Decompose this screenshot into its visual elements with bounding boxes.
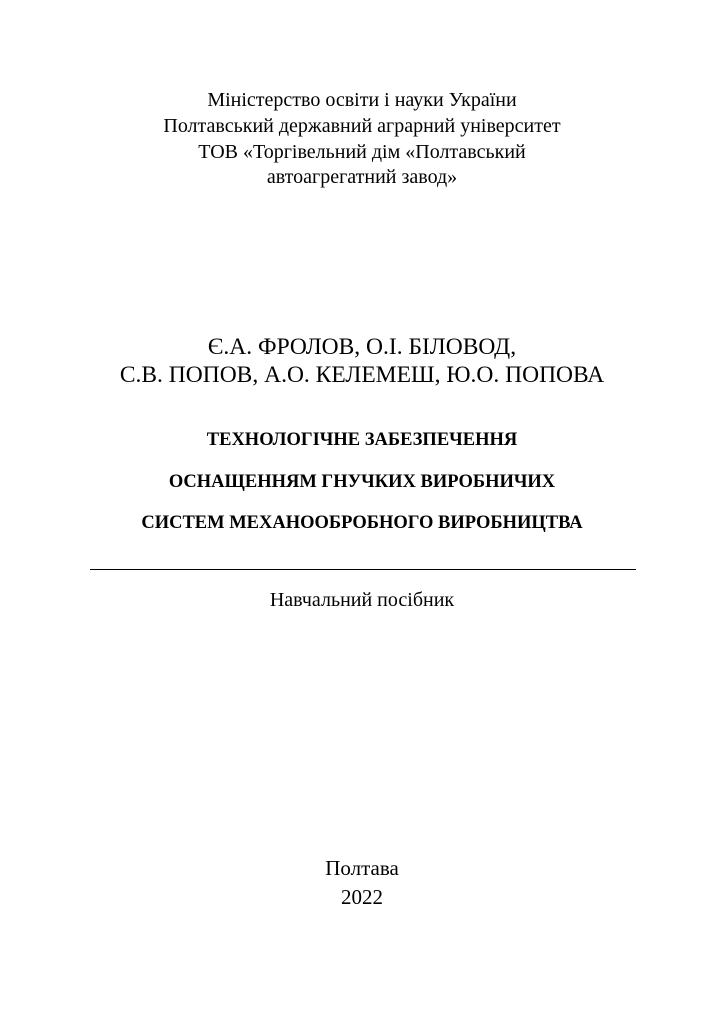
book-title-line-2: ОСНАЩЕННЯМ ГНУЧКИХ ВИРОБНИЧИХ: [168, 472, 556, 492]
institution-line-company: ТОВ «Торгівельний дім «Полтавський: [198, 141, 526, 163]
book-title-line-3: СИСТЕМ МЕХАНООБРОБНОГО ВИРОБНИЦТВА: [141, 513, 583, 533]
institution-line-company-cont: автоагрегатний завод»: [266, 166, 458, 188]
authors-line-1: Є.А. ФРОЛОВ, О.І. БІЛОВОД,: [207, 334, 517, 360]
title-divider-rule: [90, 569, 636, 570]
book-title-line-1: ТЕХНОЛОГІЧНЕ ЗАБЕЗПЕЧЕННЯ: [206, 430, 518, 450]
institution-line-ministry: Міністерство освіти і науки України: [207, 89, 517, 111]
publication-type: Навчальний посібник: [269, 589, 455, 611]
institution-line-university: Полтавський державний аграрний університет: [163, 115, 561, 137]
authors-line-2: С.В. ПОПОВ, А.О. КЕЛЕМЕШ, Ю.О. ПОПОВА: [119, 362, 605, 388]
publication-city: Полтава: [325, 856, 399, 880]
publication-year: 2022: [341, 885, 383, 909]
